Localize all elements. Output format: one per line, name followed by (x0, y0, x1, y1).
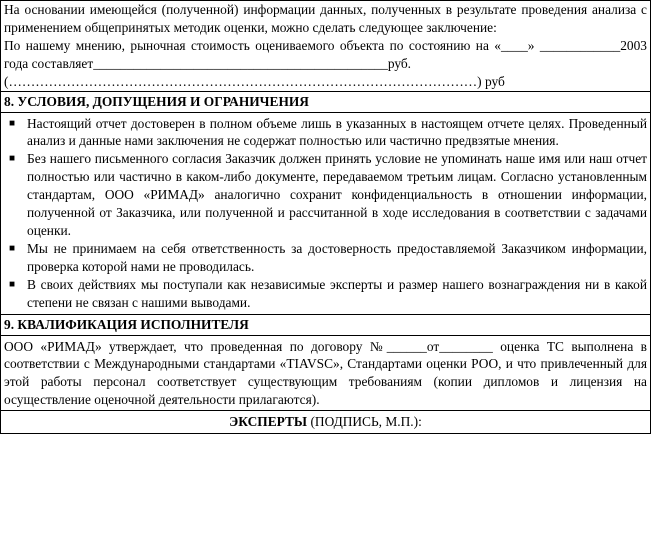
section-9-title: 9. КВАЛИФИКАЦИЯ ИСПОЛНИТЕЛЯ (4, 316, 249, 332)
conditions-list-item (8, 276, 647, 312)
conditions-list-item (8, 240, 647, 276)
section-8-title: 8. УСЛОВИЯ, ДОПУЩЕНИЯ И ОГРАНИЧЕНИЯ (4, 93, 309, 109)
experts-label: ЭКСПЕРТЫ (229, 414, 308, 430)
square-bullet-icon: ■ (8, 242, 16, 254)
signature-block (1, 411, 650, 433)
conditions-item-text: Настоящий отчет достоверен в полном объеме лишь в указанных в настоящем отчете целях. Проведенный анализ и данные нами заключения не содержат полностью или частично предвзятые мнения. (27, 115, 647, 149)
conditions-list-item (8, 115, 647, 151)
conclusion-intro: На основании имеющейся (полученной) информации данных, полученных в результате проведения анализа с применением общепринятых методик оценки, можно сделать следующее заключение: (4, 2, 647, 35)
signature-note: (ПОДПИСЬ, М.П.): (310, 414, 422, 430)
conditions-item-text: В своих действиях мы поступали как независимые эксперты и размер нашего вознаграждения ни в какой степени не связан с нашими выводами. (27, 276, 647, 310)
section-9-body (1, 336, 650, 412)
conditions-list (1, 113, 650, 314)
conclusion-opinion: По нашему мнению, рыночная стоимость оцениваемого объекта по состоянию на «____» ____________2003 года составляет____________________________________________руб. (4, 37, 647, 71)
square-bullet-icon: ■ (8, 278, 16, 290)
square-bullet-icon: ■ (8, 153, 16, 165)
conditions-list-item (8, 150, 647, 240)
conditions-item-text: Мы не принимаем на себя ответственность за достоверность предоставляемой Заказчиком информации, проверка которой нами не проводилась. (27, 240, 647, 274)
square-bullet-icon: ■ (8, 117, 16, 129)
section-8-header (1, 92, 650, 113)
conclusion-block (1, 1, 650, 92)
section-9-header (1, 315, 650, 336)
conclusion-amount-words: (……………………………………………………………………………………………) руб (4, 73, 505, 89)
section-8-body (1, 113, 650, 315)
conditions-item-text: Без нашего письменного согласия Заказчик должен принять условие не упоминать наше имя или наш отчет полностью или частично в каком-либо документе, передаваемом третьим лицам. Согласно установленным стандартам, ООО «РИМАД» аналогично сохранит конфиденциальность в отношении информации, полученной от Заказчика, или полученной и рассчитанной в ходе исследования в соответствии с задачами оценки. (27, 151, 647, 238)
qualification-text: ООО «РИМАД» утверждает, что проведенная по договору №______от________ оценка ТС выполнена в соответствии с Международными стандартами «TIAVSC», Стандартами оценки РОО, и что привлеченный для этой работы персонал соответствует существующим требованиям (копии дипломов и лицензия на осуществление оценочной деятельности прилагаются). (4, 338, 647, 408)
